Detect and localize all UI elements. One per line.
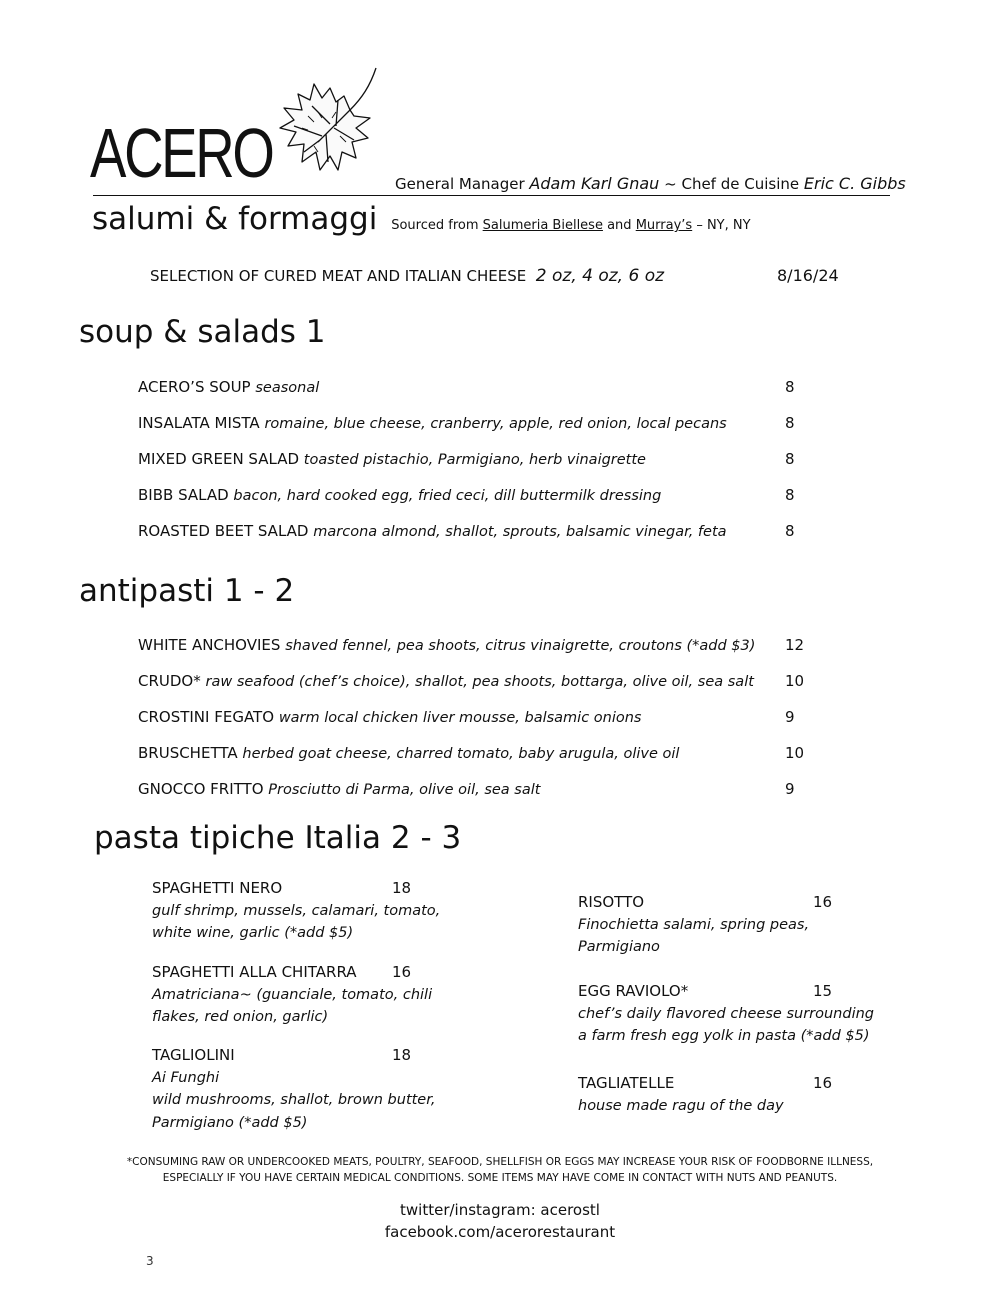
pasta-header xyxy=(578,891,898,914)
restaurant-logo: ACERO xyxy=(90,114,273,192)
source-salumeria: Salumeria Biellese xyxy=(482,218,603,233)
item-description: bacon, hard cooked egg, fried ceci, dill buttermilk dressing xyxy=(233,488,662,504)
item-name: RISOTTO xyxy=(578,893,645,911)
item-description: warm local chicken liver mousse, balsamic onions xyxy=(278,710,642,726)
menu-item xyxy=(138,414,727,432)
item-price: 8 xyxy=(785,522,795,540)
selection-line xyxy=(150,266,664,286)
separator: ~ xyxy=(664,175,677,193)
sourced-note xyxy=(391,218,750,233)
item-description: raw seafood (chef’s choice), shallot, pea shoots, bottarga, olive oil, sea salt xyxy=(205,674,754,690)
item-description: shaved fennel, pea shoots, citrus vinaigrette, croutons (*add $3) xyxy=(285,638,756,654)
item-description-line: Ai Funghi xyxy=(152,1069,220,1086)
item-name: MIXED GREEN SALAD xyxy=(138,450,300,468)
item-name: CROSTINI FEGATO xyxy=(138,708,275,726)
pasta-item xyxy=(578,1072,898,1117)
item-price: 8 xyxy=(785,450,795,468)
section-title-pasta: pasta tipiche Italia 2 - 3 xyxy=(94,820,462,856)
menu-item xyxy=(138,450,646,468)
item-name: TAGLIATELLE xyxy=(578,1074,675,1092)
page-number: 3 xyxy=(146,1254,154,1268)
staff-line xyxy=(395,174,906,193)
gm-name: Adam Karl Gnau xyxy=(529,174,660,193)
pasta-item xyxy=(152,961,472,1029)
sourced-location: – NY, NY xyxy=(696,218,751,233)
chef-name: Eric C. Gibbs xyxy=(803,174,906,193)
selection-text: SELECTION OF CURED MEAT AND ITALIAN CHEESE xyxy=(150,267,527,285)
item-name: SPAGHETTI NERO xyxy=(152,879,283,897)
item-price: 8 xyxy=(785,414,795,432)
item-description-line: Parmigiano (*add $5) xyxy=(152,1114,308,1131)
item-price: 18 xyxy=(392,1046,412,1064)
menu-item xyxy=(138,672,754,690)
facebook-url: facebook.com/acerorestaurant xyxy=(384,1223,616,1241)
gm-label: General Manager xyxy=(395,175,525,193)
twitter-handle: twitter/instagram: acerostl xyxy=(400,1201,600,1219)
item-name: INSALATA MISTA xyxy=(138,414,260,432)
header-rule xyxy=(93,195,890,196)
item-price: 8 xyxy=(785,486,795,504)
item-name: BRUSCHETTA xyxy=(138,744,238,762)
item-name: CRUDO* xyxy=(138,672,201,690)
item-description-line: gulf shrimp, mussels, calamari, tomato, xyxy=(152,902,441,919)
item-description: marcona almond, shallot, sprouts, balsamic vinegar, feta xyxy=(313,524,727,540)
item-name: TAGLIOLINI xyxy=(152,1046,235,1064)
pasta-header xyxy=(152,877,472,900)
menu-item xyxy=(138,708,642,726)
item-name: SPAGHETTI ALLA CHITARRA xyxy=(152,963,357,981)
pasta-header xyxy=(152,961,472,984)
item-name: ROASTED BEET SALAD xyxy=(138,522,309,540)
item-description-line: flakes, red onion, garlic) xyxy=(152,1009,329,1025)
social-links xyxy=(300,1199,700,1243)
sourced-label: Sourced from xyxy=(391,218,479,233)
item-description-line: Amatriciana~ (guanciale, tomato, chili xyxy=(152,986,433,1003)
disclaimer-line-1: *CONSUMING RAW OR UNDERCOOKED MEATS, POULTRY, SEAFOOD, SHELLFISH OR EGGS MAY INCREASE YOUR RISK OF FOODBORNE ILLNESS, xyxy=(126,1156,874,1168)
pasta-item xyxy=(578,891,898,959)
menu-item xyxy=(138,486,661,504)
item-price: 10 xyxy=(785,744,805,762)
item-price: 8 xyxy=(785,378,795,396)
salumi-title: salumi & formaggi xyxy=(92,201,378,237)
item-description: seasonal xyxy=(255,380,320,396)
item-price: 16 xyxy=(813,893,833,911)
selection-sizes: 2 oz, 4 oz, 6 oz xyxy=(535,266,665,286)
section-title-soup: soup & salads 1 xyxy=(79,314,326,350)
disclaimer-line-2: ESPECIALLY IF YOU HAVE CERTAIN MEDICAL CONDITIONS. SOME ITEMS MAY HAVE COME IN CONTACT WITH NUTS AND PEANUTS. xyxy=(162,1172,838,1184)
menu-item xyxy=(138,780,540,798)
maple-leaf-icon xyxy=(278,66,382,184)
menu-item xyxy=(138,636,755,654)
item-name: EGG RAVIOLO* xyxy=(578,982,689,1000)
item-price: 15 xyxy=(813,982,833,1000)
item-description: Prosciutto di Parma, olive oil, sea salt xyxy=(268,782,541,798)
menu-date: 8/16/24 xyxy=(777,266,839,285)
item-description: toasted pistachio, Parmigiano, herb vinaigrette xyxy=(303,452,646,468)
item-description: romaine, blue cheese, cranberry, apple, red onion, local pecans xyxy=(264,416,727,432)
pasta-header xyxy=(578,980,898,1003)
item-price: 16 xyxy=(392,963,412,981)
item-name: GNOCCO FRITTO xyxy=(138,780,264,798)
section-title-antipasti: antipasti 1 - 2 xyxy=(79,573,295,609)
item-price: 16 xyxy=(813,1074,833,1092)
item-name: ACERO’S SOUP xyxy=(138,378,251,396)
item-description-line: chef’s daily flavored cheese surrounding xyxy=(578,1005,874,1022)
chef-label: Chef de Cuisine xyxy=(681,175,800,193)
pasta-header xyxy=(152,1044,472,1067)
item-price: 18 xyxy=(392,879,412,897)
item-price: 9 xyxy=(785,708,795,726)
item-description-line: white wine, garlic (*add $5) xyxy=(152,925,354,941)
sourced-and: and xyxy=(607,218,632,233)
item-description-line: a farm fresh egg yolk in pasta (*add $5) xyxy=(578,1028,870,1044)
source-murrays: Murray’s xyxy=(635,218,693,233)
salumi-heading xyxy=(92,201,751,237)
item-name: WHITE ANCHOVIES xyxy=(138,636,281,654)
item-description: herbed goat cheese, charred tomato, baby arugula, olive oil xyxy=(242,746,680,762)
item-description-line: Parmigiano xyxy=(578,939,660,955)
pasta-header xyxy=(578,1072,898,1095)
allergy-disclaimer xyxy=(60,1154,940,1186)
item-name: BIBB SALAD xyxy=(138,486,229,504)
item-price: 12 xyxy=(785,636,805,654)
pasta-item xyxy=(152,877,472,945)
menu-item xyxy=(138,744,679,762)
pasta-item xyxy=(578,980,898,1048)
item-description-line: house made ragu of the day xyxy=(578,1097,784,1114)
item-description-line: Finochietta salami, spring peas, xyxy=(578,916,810,933)
menu-item xyxy=(138,522,727,540)
item-price: 10 xyxy=(785,672,805,690)
item-price: 9 xyxy=(785,780,795,798)
menu-item xyxy=(138,378,319,396)
pasta-item xyxy=(152,1044,472,1134)
item-description-line: wild mushrooms, shallot, brown butter, xyxy=(152,1092,436,1108)
